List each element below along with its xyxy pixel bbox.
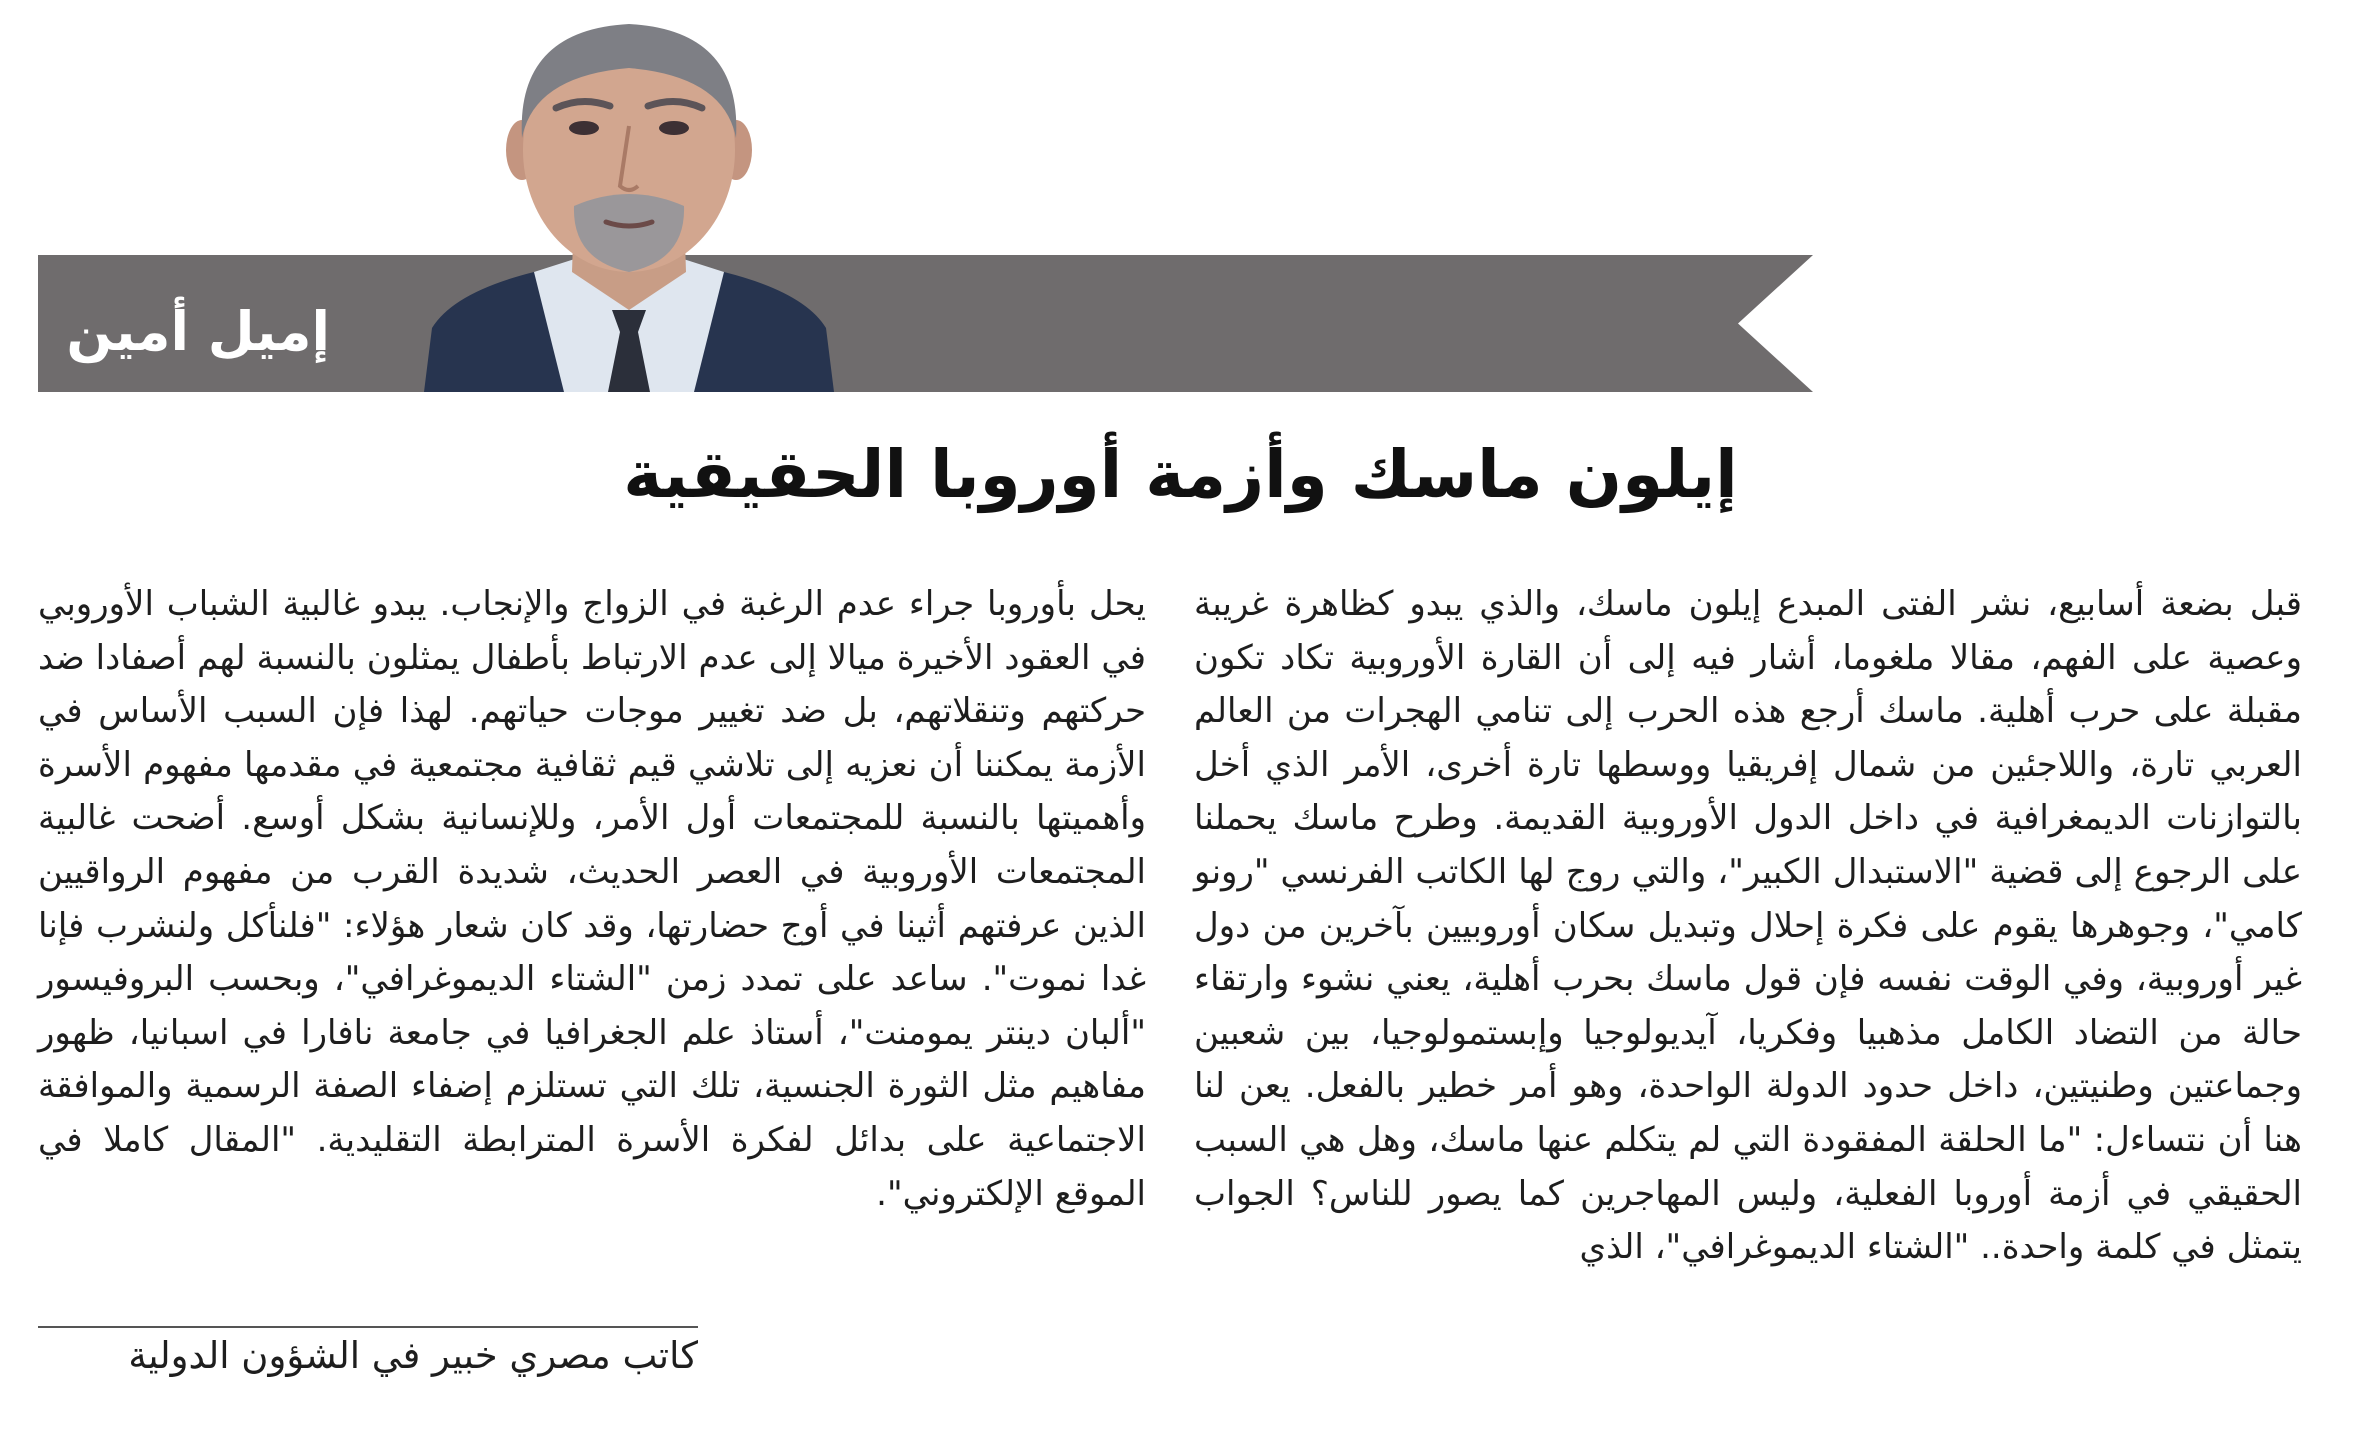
author-byline: كاتب مصري خبير في الشؤون الدولية xyxy=(128,1334,698,1377)
author-header-band xyxy=(38,255,2300,392)
author-photo xyxy=(424,10,834,392)
article-body-right-column xyxy=(1194,578,2302,1275)
article-headline: إيلون ماسك وأزمة أوروبا الحقيقية xyxy=(623,436,1738,513)
article-body-paragraph: قبل بضعة أسابيع، نشر الفتى المبدع إيلون ماسك، والذي يبدو كظاهرة غريبة وعصية على الفهم، مقالا ملغوما، أشار فيه إلى أن القارة الأوروبية تكاد تكون مقبلة على حرب أهلية. ماسك أرجع هذه الحرب إلى تنامي الهجرات من العالم العربي تارة، واللاجئين من شمال إفريقيا ووسطها تارة أخرى، الأمر الذي أخل بالتوازنات الديمغرافية في داخل الدول الأوروبية القديمة. وطرح ماسك يحملنا على الرجوع إلى قضية "الاستبدال الكبير"، والتي روج لها الكاتب الفرنسي "رونو كامي"، وجوهرها يقوم على فكرة إحلال وتبديل سكان أوروبيين بآخرين من دول غير أوروبية، وفي الوقت نفسه فإن قول ماسك بحرب أهلية، يعني نشوء وارتقاء حالة من التضاد الكامل مذهبيا وفكريا، آيديولوجيا وإبستمولوجيا، بين شعبين وجماعتين وطنيتين، داخل حدود الدولة الواحدة، وهو أمر خطير بالفعل. يعن لنا هنا أن نتساءل: "ما الحلقة المفقودة التي لم يتكلم عنها ماسك، وهل هي السبب الحقيقي في أزمة أوروبا الفعلية، وليس المهاجرين كما يصور للناس؟ الجواب يتمثل في كلمة واحدة.. "الشتاء الديموغرافي"، الذي xyxy=(1194,584,2302,1268)
author-name: إميل أمين xyxy=(66,300,330,363)
article-body-left-column xyxy=(38,578,1146,1221)
band-arrow-notch xyxy=(1738,255,2300,392)
byline-divider xyxy=(38,1326,698,1328)
article-body-paragraph: يحل بأوروبا جراء عدم الرغبة في الزواج والإنجاب. يبدو غالبية الشباب الأوروبي في العقود الأخيرة ميالا إلى عدم الارتباط بأطفال يمثلون بالنسبة لهم أصفادا ضد حركتهم وتنقلاتهم، بل ضد تغيير موجات حياتهم. لهذا فإن السبب الأساس في الأزمة يمكننا أن نعزيه إلى تلاشي قيم ثقافية مجتمعية في مقدمها مفهوم الأسرة وأهميتها بالنسبة للمجتمعات أول الأمر، وللإنسانية بشكل أوسع. أضحت غالبية المجتمعات الأوروبية في العصر الحديث، شديدة القرب من مفهوم الرواقيين الذين عرفتهم أثينا في أوج حضارتها، وقد كان شعار هؤلاء: "فلنأكل ولنشرب فإنا غدا نموت". ساعد على تمدد زمن "الشتاء الديموغرافي"، وبحسب البروفيسور "ألبان دينتر يمومنت"، أستاذ علم الجغرافيا في جامعة نافارا في اسبانيا، ظهور مفاهيم مثل الثورة الجنسية، تلك التي تستلزم إضفاء الصفة الرسمية والموافقة الاجتماعية على بدائل لفكرة الأسرة المترابطة التقليدية. "المقال كاملا في الموقع الإلكتروني". xyxy=(38,584,1146,1214)
